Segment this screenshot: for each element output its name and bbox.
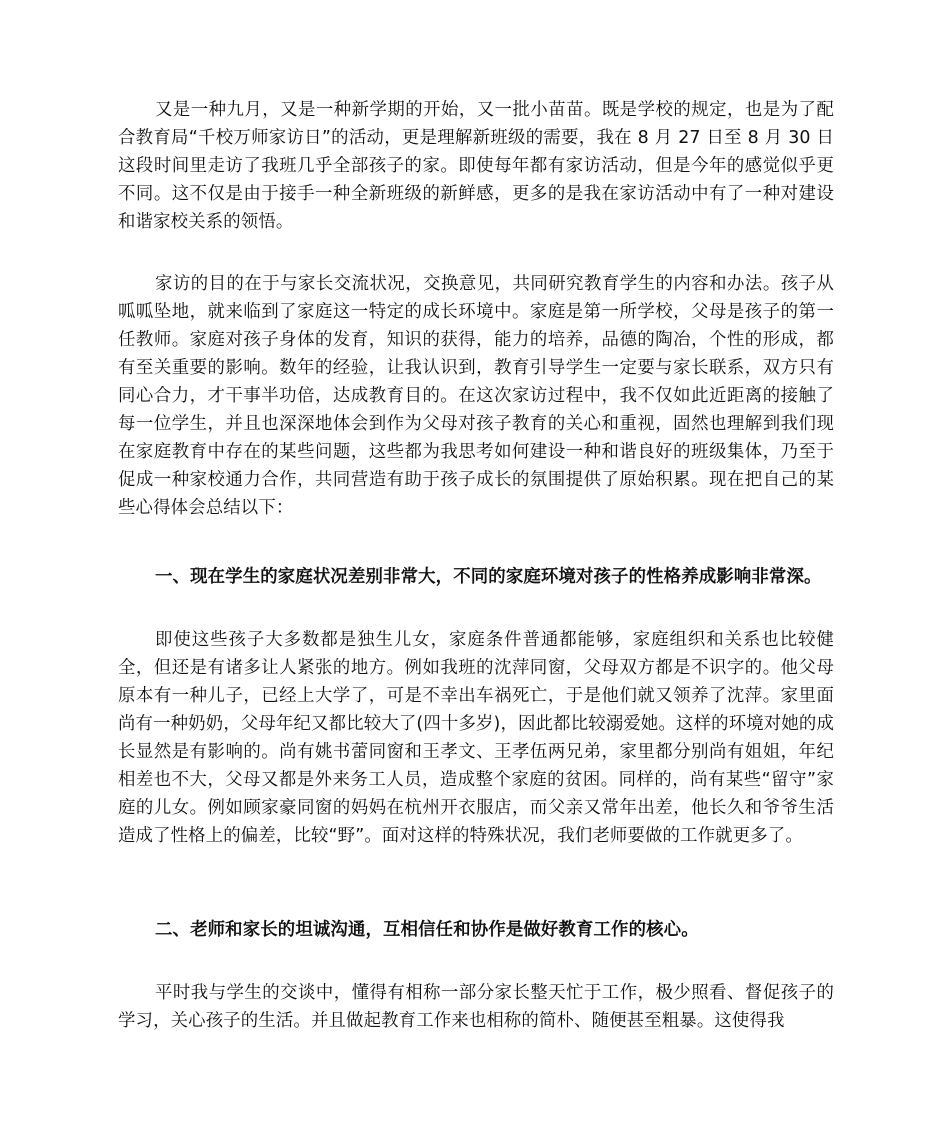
paragraph-intro: 又是一种九月，又是一种新学期的开始，又一批小苗苗。既是学校的规定，也是为了配合教育局“千校万师家访日”的活动，更是理解新班级的需要，我在 8 月 27 日至 8 月 30 日这段时间里走访了我班几乎全部孩子的家。即使每年都有家访活动，但是今年的感觉似乎更不同。这不仅是由于接手一种全新班级的新鲜感，更多的是我在家访活动中有了一种对建设和谐家校关系的领悟。 — [118, 100, 834, 232]
section-heading-2: 二、老师和家长的坦诚沟通，互相信任和协作是做好教育工作的核心。 — [155, 920, 699, 940]
paragraph-communication: 平时我与学生的交谈中，懂得有相称一部分家长整天忙于工作，极少照看、督促孩子的学习，关心孩子的生活。并且做起教育工作来也相称的简朴、随便甚至粗暴。这使得我 — [118, 983, 834, 1031]
section-heading-1: 一、现在学生的家庭状况差别非常大，不同的家庭环境对孩子的性格养成影响非常深。 — [155, 567, 822, 587]
paragraph-purpose: 家访的目的在于与家长交流状况，交换意见，共同研究教育学生的内容和办法。孩子从呱呱坠地，就来临到了家庭这一特定的成长环境中。家庭是第一所学校，父母是孩子的第一任教师。家庭对孩子身体的发育，知识的获得，能力的培养，品德的陶冶，个性的形成，都有至关重要的影响。数年的经验，让我认识到，教育引导学生一定要与家长联系，双方只有同心合力，才干事半功倍，达成教育目的。在这次家访过程中，我不仅如此近距离的接触了每一位学生，并且也深深地体会到作为父母对孩子教育的关心和重视，固然也理解到我们现在家庭教育中存在的某些问题，这些都为我思考如何建设一种和谐良好的班级集体，乃至于促成一种家校通力合作，共同营造有助于孩子成长的氛围提供了原始积累。现在把自己的某些心得体会总结以下： — [118, 274, 834, 518]
paragraph-family-differences: 即使这些孩子大多数都是独生儿女，家庭条件普通都能够，家庭组织和关系也比较健全，但还是有诸多让人紧张的地方。例如我班的沈萍同窗，父母双方都是不识字的。他父母原本有一种儿子，已经上大学了，可是不幸出车祸死亡，于是他们就又领养了沈萍。家里面尚有一种奶奶，父母年纪又都比较大了(四十多岁)，因此都比较溺爱她。这样的环境对她的成长显然是有影响的。尚有姚书蕾同窗和王孝文、王孝伍两兄弟，家里都分别尚有姐姐，年纪相差也不大，父母又都是外来务工人员，造成整个家庭的贫困。同样的，尚有某些“留守”家庭的儿女。例如顾家豪同窗的妈妈在杭州开衣服店，而父亲又常年出差，他长久和爷爷生活造成了性格上的偏差，比较“野”。面对这样的特殊状况，我们老师要做的工作就更多了。 — [118, 630, 834, 846]
